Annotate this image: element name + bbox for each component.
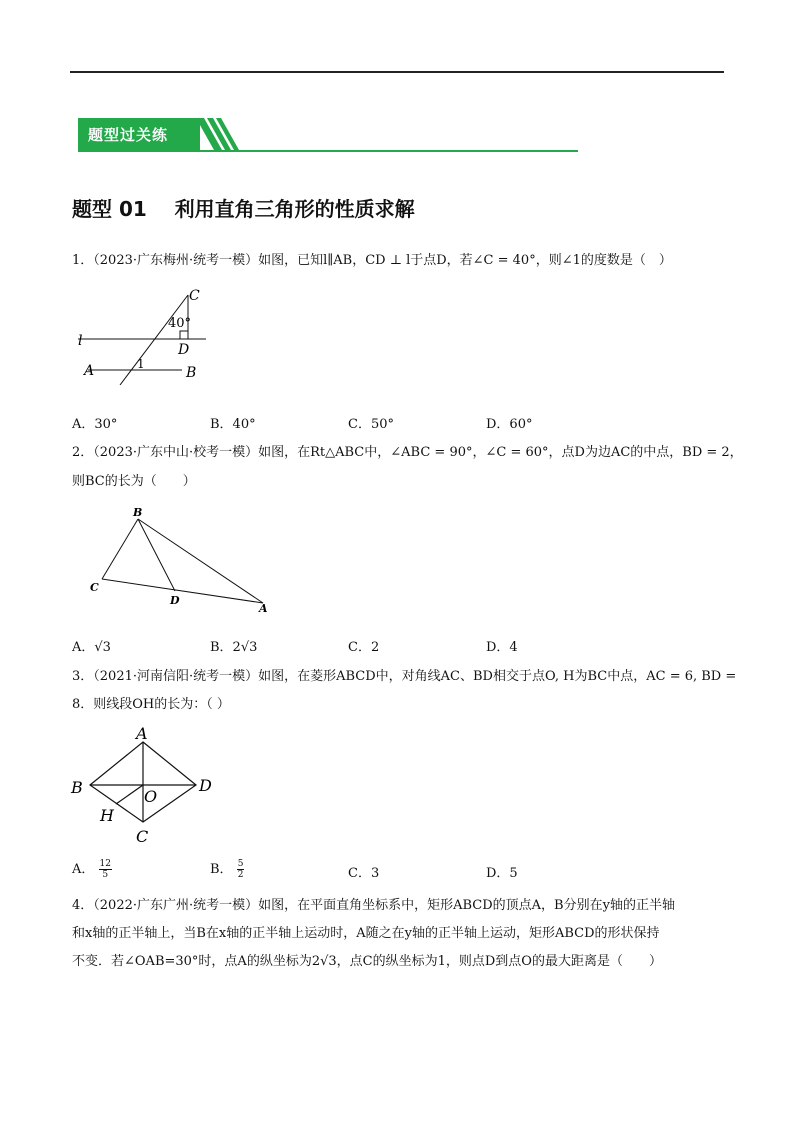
q1-label-angle: 40° [168,316,192,331]
question-2-figure [88,505,273,615]
question-2-line2: 则BC的长为（ ） [72,474,196,489]
q2-option-b: B．2√3 [210,640,258,655]
q3-option-b-label: B． [210,862,233,877]
question-2-line1: 2．（2023·广东中山·校考一模）如图，在Rt△ABC中，∠ABC = 90°，∠C = 60°，点D为边AC的中点，BD = 2， [72,445,743,460]
q3-option-a [72,858,112,880]
header-rule [70,71,724,73]
q2-label-c: C [90,581,99,594]
q2-option-c: C．2 [348,640,380,655]
q2-label-d: D [170,594,180,607]
q1-label-c: C [189,288,200,304]
q3-option-d: D．5 [486,866,518,881]
question-1-figure [76,285,216,385]
q3-label-b: B [71,778,83,797]
q1-option-a: A．30° [72,417,118,432]
section-banner [78,118,578,154]
q1-label-d: D [178,342,190,358]
q3-option-c: C．3 [348,866,380,881]
question-3-line1: 3．（2021·河南信阳·统考一模）如图，在菱形ABCD中，对角线AC、BD相交于点O, H为BC中点，AC = 6, BD = [72,669,737,684]
banner-underline [78,150,578,152]
question-4-line1: 4．（2022·广东广州·统考一模）如图，在平面直角坐标系中，矩形ABCD的顶点A，B分别在y轴的正半轴 [72,898,675,913]
q1-label-a: A [84,363,95,379]
q2-option-a: A．√3 [72,640,111,655]
q3-option-b-fraction [237,859,245,880]
q3-label-d: D [199,776,212,795]
q1-option-d: D．60° [486,417,533,432]
q3-option-b [210,858,244,880]
q2-option-d: D．4 [486,640,518,655]
q3-option-b-denominator: 2 [237,870,244,880]
q2-label-b: B [133,506,143,519]
q3-option-a-fraction [99,859,112,880]
banner-stripes-icon [196,118,240,152]
q3-option-b-numerator: 5 [237,859,244,869]
question-3-line2: 8．则线段OH的长为：（ ） [72,697,230,712]
q3-option-a-label: A． [72,862,95,877]
q3-label-a: A [136,724,148,743]
question-3-figure [68,722,223,847]
section-title: 题型 01 利用直角三角形的性质求解 [72,197,415,221]
q1-option-c: C．50° [348,417,394,432]
q3-label-c: C [136,827,149,846]
q3-label-o: O [144,787,158,806]
q1-label-l: l [78,333,83,349]
q1-option-b: B．40° [210,417,256,432]
q3-option-a-numerator: 12 [99,859,111,869]
q1-label-1: 1 [137,357,145,371]
question-1-text: 1．（2023·广东梅州·统考一模）如图，已知l∥AB，CD ⊥ l于点D，若∠C = 40°，则∠1的度数是（ ） [72,253,672,268]
question-4-line3: 不变．若∠OAB=30°时，点A的纵坐标为2√3，点C的纵坐标为1，则点D到点O的最大距离是（ ） [72,954,662,969]
banner-label: 题型过关练 [88,126,169,144]
question-4-line2: 和x轴的正半轴上，当B在x轴的正半轴上运动时，A随之在y轴的正半轴上运动，矩形ABCD的形状保持 [72,926,660,941]
q3-option-a-denominator: 5 [102,870,109,880]
q1-label-b: B [186,365,197,381]
q2-label-a: A [259,602,268,615]
q3-label-h: H [100,806,114,825]
